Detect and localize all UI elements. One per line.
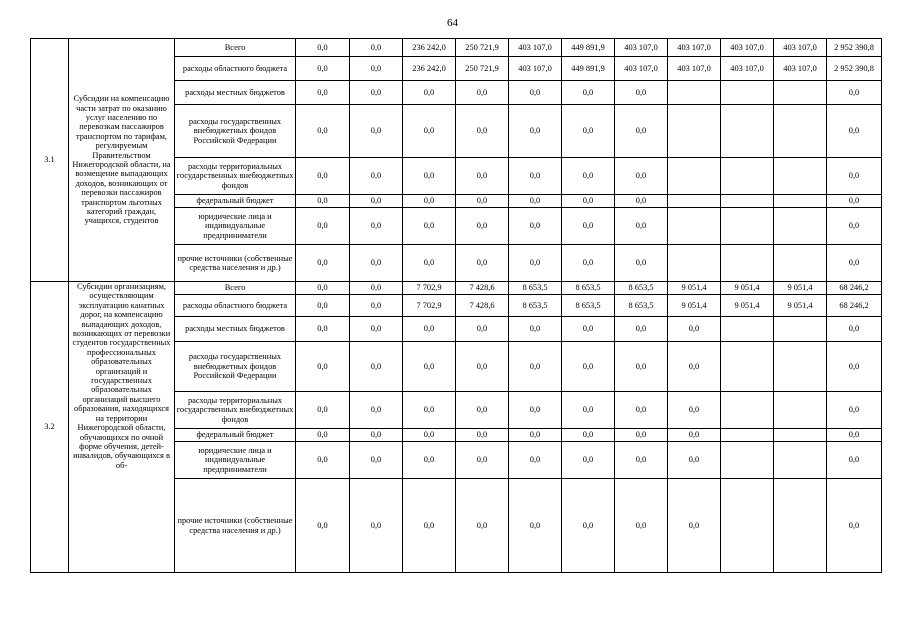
funding-source: расходы территориальных государственных внебюджетных фондов (175, 158, 296, 195)
funding-source: Всего (175, 39, 296, 57)
value-cell: 0,0 (562, 245, 615, 282)
value-cell: 0,0 (403, 245, 456, 282)
value-cell: 0,0 (350, 342, 403, 392)
value-cell: 0,0 (350, 195, 403, 208)
value-cell (774, 442, 827, 479)
value-cell: 0,0 (562, 195, 615, 208)
total-cell: 0,0 (827, 105, 882, 158)
value-cell (721, 208, 774, 245)
value-cell: 0,0 (456, 158, 509, 195)
table-row (31, 39, 882, 57)
value-cell (668, 158, 721, 195)
total-cell: 0,0 (827, 195, 882, 208)
value-cell (721, 195, 774, 208)
total-cell: 0,0 (827, 479, 882, 573)
value-cell: 0,0 (509, 81, 562, 105)
value-cell: 0,0 (296, 245, 350, 282)
value-cell: 0,0 (615, 442, 668, 479)
value-cell: 250 721,9 (456, 57, 509, 81)
value-cell: 0,0 (296, 342, 350, 392)
value-cell: 0,0 (509, 392, 562, 429)
value-cell: 9 051,4 (774, 295, 827, 317)
value-cell: 0,0 (296, 429, 350, 442)
value-cell: 0,0 (509, 342, 562, 392)
value-cell (721, 158, 774, 195)
section-description: Субсидии организациям, осуществляющим эксплуатацию канатных дорог, на компенсацию выпадающих доходов, возникающих от перевозки студентов государственных профессиональных образовательных организаций и государственных образовательных организаций высшего образования, находящихся на территории Нижегородской области, обучающихся по очной форме обучения, детей-инвалидов, обучающихся в об- (69, 282, 175, 573)
value-cell (668, 208, 721, 245)
funding-source: расходы областного бюджета (175, 57, 296, 81)
value-cell: 449 891,9 (562, 39, 615, 57)
value-cell (774, 245, 827, 282)
total-cell: 0,0 (827, 442, 882, 479)
section-description: Субсидии на компенсацию части затрат по оказанию услуг населению по перевозкам пассажиров транспортом по тарифам, регулируемым Правительством Нижегородской области, на возмещение выпадающих доходов, возникающих от перевозки пассажиров транспортом льготных категорий граждан, учащихся, студентов (69, 39, 175, 282)
value-cell: 0,0 (350, 39, 403, 57)
value-cell: 0,0 (615, 195, 668, 208)
value-cell: 7 428,6 (456, 295, 509, 317)
value-cell: 7 428,6 (456, 282, 509, 295)
value-cell (721, 479, 774, 573)
value-cell: 0,0 (350, 295, 403, 317)
value-cell: 9 051,4 (721, 295, 774, 317)
value-cell: 9 051,4 (668, 282, 721, 295)
value-cell: 403 107,0 (509, 39, 562, 57)
value-cell: 8 653,5 (509, 295, 562, 317)
value-cell (774, 429, 827, 442)
value-cell: 0,0 (296, 282, 350, 295)
total-cell: 2 952 390,8 (827, 57, 882, 81)
value-cell: 0,0 (456, 105, 509, 158)
value-cell: 403 107,0 (774, 57, 827, 81)
value-cell: 0,0 (615, 105, 668, 158)
value-cell: 0,0 (615, 158, 668, 195)
total-cell: 2 952 390,8 (827, 39, 882, 57)
value-cell (721, 429, 774, 442)
value-cell (721, 105, 774, 158)
value-cell: 0,0 (403, 442, 456, 479)
funding-source: расходы государственных внебюджетных фондов Российской Федерации (175, 105, 296, 158)
value-cell: 0,0 (296, 208, 350, 245)
value-cell: 449 891,9 (562, 57, 615, 81)
value-cell (774, 105, 827, 158)
value-cell: 8 653,5 (615, 282, 668, 295)
value-cell: 403 107,0 (774, 39, 827, 57)
funding-source: Всего (175, 282, 296, 295)
value-cell: 0,0 (509, 429, 562, 442)
total-cell: 0,0 (827, 317, 882, 342)
total-cell: 0,0 (827, 342, 882, 392)
value-cell: 0,0 (456, 208, 509, 245)
value-cell: 0,0 (509, 479, 562, 573)
value-cell: 0,0 (296, 479, 350, 573)
section-index: 3.2 (31, 282, 69, 573)
section-index: 3.1 (31, 39, 69, 282)
total-cell: 0,0 (827, 392, 882, 429)
total-cell: 0,0 (827, 208, 882, 245)
value-cell (721, 81, 774, 105)
total-cell: 0,0 (827, 429, 882, 442)
value-cell: 0,0 (350, 81, 403, 105)
value-cell: 0,0 (562, 479, 615, 573)
value-cell (774, 208, 827, 245)
value-cell: 403 107,0 (668, 57, 721, 81)
value-cell: 0,0 (350, 158, 403, 195)
value-cell (774, 158, 827, 195)
value-cell: 0,0 (350, 57, 403, 81)
value-cell: 250 721,9 (456, 39, 509, 57)
value-cell: 0,0 (456, 392, 509, 429)
value-cell (668, 195, 721, 208)
value-cell: 0,0 (296, 39, 350, 57)
value-cell (721, 392, 774, 429)
total-cell: 68 246,2 (827, 295, 882, 317)
value-cell: 0,0 (668, 479, 721, 573)
value-cell: 0,0 (296, 195, 350, 208)
value-cell: 0,0 (296, 392, 350, 429)
value-cell (668, 245, 721, 282)
value-cell: 403 107,0 (721, 57, 774, 81)
value-cell: 0,0 (456, 317, 509, 342)
table-body (31, 39, 882, 573)
value-cell: 0,0 (562, 442, 615, 479)
funding-source: расходы областного бюджета (175, 295, 296, 317)
value-cell: 8 653,5 (562, 282, 615, 295)
value-cell: 0,0 (350, 479, 403, 573)
page-number: 64 (447, 17, 458, 29)
value-cell (774, 479, 827, 573)
value-cell: 0,0 (350, 282, 403, 295)
value-cell: 0,0 (350, 245, 403, 282)
value-cell: 0,0 (296, 105, 350, 158)
value-cell: 0,0 (615, 245, 668, 282)
value-cell: 0,0 (615, 342, 668, 392)
value-cell: 403 107,0 (509, 57, 562, 81)
value-cell: 0,0 (403, 81, 456, 105)
value-cell: 0,0 (403, 317, 456, 342)
value-cell (774, 342, 827, 392)
value-cell (774, 317, 827, 342)
value-cell: 0,0 (509, 158, 562, 195)
value-cell: 403 107,0 (615, 39, 668, 57)
budget-table (30, 38, 882, 573)
value-cell: 0,0 (562, 342, 615, 392)
value-cell: 0,0 (456, 479, 509, 573)
value-cell: 0,0 (456, 245, 509, 282)
value-cell: 0,0 (350, 105, 403, 158)
value-cell: 0,0 (615, 429, 668, 442)
value-cell: 0,0 (562, 158, 615, 195)
value-cell: 0,0 (668, 317, 721, 342)
value-cell: 0,0 (403, 158, 456, 195)
total-cell: 0,0 (827, 158, 882, 195)
value-cell: 0,0 (562, 392, 615, 429)
value-cell: 0,0 (615, 317, 668, 342)
value-cell: 8 653,5 (562, 295, 615, 317)
value-cell: 0,0 (668, 392, 721, 429)
total-cell: 0,0 (827, 245, 882, 282)
value-cell: 236 242,0 (403, 57, 456, 81)
value-cell: 0,0 (456, 429, 509, 442)
value-cell: 0,0 (615, 208, 668, 245)
value-cell: 0,0 (403, 105, 456, 158)
value-cell: 0,0 (456, 342, 509, 392)
value-cell: 0,0 (615, 479, 668, 573)
value-cell: 0,0 (456, 195, 509, 208)
value-cell: 0,0 (668, 442, 721, 479)
funding-source: прочие источники (собственные средства населения и др.) (175, 479, 296, 573)
value-cell: 0,0 (668, 429, 721, 442)
funding-source: федеральный бюджет (175, 195, 296, 208)
funding-source: расходы территориальных государственных внебюджетных фондов (175, 392, 296, 429)
total-cell: 68 246,2 (827, 282, 882, 295)
value-cell: 8 653,5 (615, 295, 668, 317)
value-cell: 8 653,5 (509, 282, 562, 295)
value-cell (721, 342, 774, 392)
value-cell: 9 051,4 (668, 295, 721, 317)
value-cell: 0,0 (296, 317, 350, 342)
value-cell: 403 107,0 (668, 39, 721, 57)
value-cell (668, 81, 721, 105)
funding-source: юридические лица и индивидуальные предприниматели (175, 208, 296, 245)
value-cell: 7 702,9 (403, 282, 456, 295)
value-cell: 9 051,4 (774, 282, 827, 295)
value-cell: 0,0 (509, 245, 562, 282)
value-cell (774, 195, 827, 208)
funding-source: федеральный бюджет (175, 429, 296, 442)
value-cell (721, 317, 774, 342)
value-cell: 0,0 (403, 429, 456, 442)
value-cell: 0,0 (562, 429, 615, 442)
funding-source: юридические лица и индивидуальные предприниматели (175, 442, 296, 479)
value-cell: 0,0 (509, 105, 562, 158)
funding-source: расходы местных бюджетов (175, 317, 296, 342)
value-cell: 0,0 (403, 342, 456, 392)
value-cell: 0,0 (403, 479, 456, 573)
value-cell: 0,0 (509, 317, 562, 342)
funding-source: расходы государственных внебюджетных фондов Российской Федерации (175, 342, 296, 392)
value-cell: 0,0 (403, 392, 456, 429)
value-cell (774, 81, 827, 105)
value-cell: 403 107,0 (615, 57, 668, 81)
value-cell: 0,0 (296, 81, 350, 105)
value-cell: 9 051,4 (721, 282, 774, 295)
funding-source: расходы местных бюджетов (175, 81, 296, 105)
value-cell: 0,0 (403, 195, 456, 208)
value-cell (774, 392, 827, 429)
value-cell: 403 107,0 (721, 39, 774, 57)
value-cell: 0,0 (562, 208, 615, 245)
value-cell: 0,0 (456, 81, 509, 105)
value-cell: 0,0 (562, 317, 615, 342)
total-cell: 0,0 (827, 81, 882, 105)
funding-source: прочие источники (собственные средства населения и др.) (175, 245, 296, 282)
value-cell: 0,0 (296, 442, 350, 479)
value-cell: 0,0 (350, 392, 403, 429)
value-cell: 0,0 (350, 442, 403, 479)
value-cell: 0,0 (350, 317, 403, 342)
value-cell: 0,0 (456, 442, 509, 479)
value-cell: 0,0 (615, 392, 668, 429)
value-cell: 0,0 (509, 442, 562, 479)
value-cell: 0,0 (562, 105, 615, 158)
value-cell (668, 105, 721, 158)
value-cell: 0,0 (562, 81, 615, 105)
table-row (31, 282, 882, 295)
value-cell: 0,0 (509, 195, 562, 208)
value-cell: 0,0 (668, 342, 721, 392)
value-cell: 0,0 (403, 208, 456, 245)
value-cell: 0,0 (615, 81, 668, 105)
value-cell (721, 245, 774, 282)
value-cell: 236 242,0 (403, 39, 456, 57)
value-cell: 0,0 (509, 208, 562, 245)
value-cell (721, 442, 774, 479)
value-cell: 0,0 (296, 158, 350, 195)
value-cell: 0,0 (350, 429, 403, 442)
value-cell: 0,0 (296, 57, 350, 81)
value-cell: 0,0 (350, 208, 403, 245)
value-cell: 7 702,9 (403, 295, 456, 317)
value-cell: 0,0 (296, 295, 350, 317)
